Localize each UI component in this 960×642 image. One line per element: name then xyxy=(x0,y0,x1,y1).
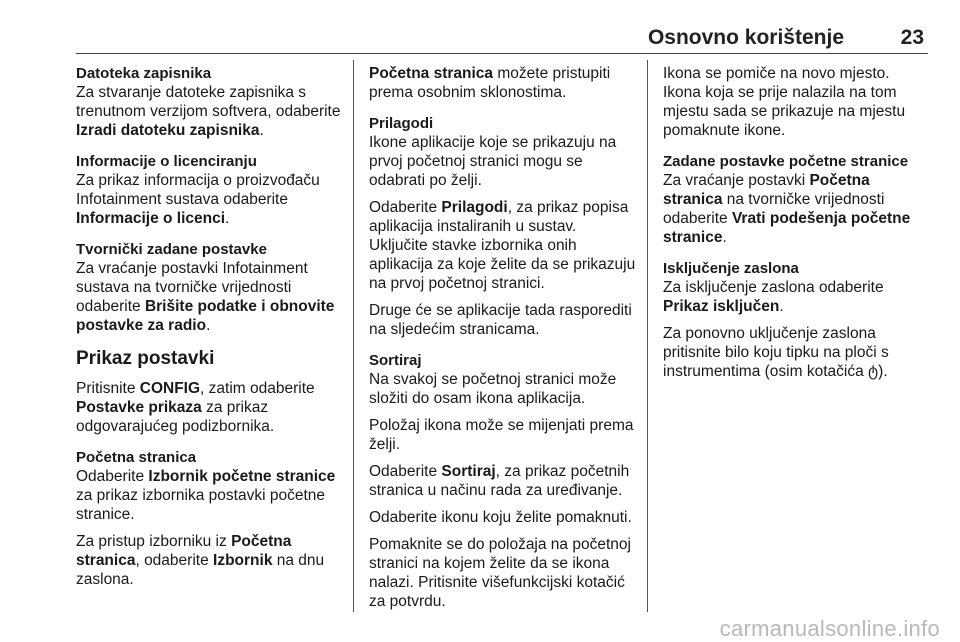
paragraph: Ikone aplikacije koje se prikazuju na prvoj početnoj stranici mogu se odabrati po želji. xyxy=(369,134,617,189)
header-title: Osnovno korištenje xyxy=(647,26,844,49)
subheading: Informacije o licenciranju xyxy=(76,153,257,170)
subheading: Početna stranica xyxy=(76,449,197,466)
section-customize xyxy=(369,114,637,339)
section-icon-moved xyxy=(663,64,931,140)
section-home-page xyxy=(76,448,344,589)
paragraph: Za ponovno uključenje zaslona pritisnite bilo koju tipku na ploči s instrumentima (osim kotačića ტ). xyxy=(663,325,889,380)
subheading: Prilagodi xyxy=(369,115,434,132)
header-rule xyxy=(76,53,928,54)
paragraph: Za vraćanje postavki Infotainment sustava na tvorničke vrijednosti odaberite Brišite podatke i obnovite postavke za radio. xyxy=(76,260,335,334)
subheading: Zadane postavke početne stranice xyxy=(663,153,909,170)
section-display-off xyxy=(663,259,931,381)
column-divider-2 xyxy=(647,60,648,612)
section-factory-defaults xyxy=(76,240,344,335)
page-header xyxy=(76,22,928,54)
column-divider-1 xyxy=(353,60,354,612)
paragraph: Na svakoj se početnoj stranici može složiti do osam ikona aplikacija. xyxy=(369,371,617,407)
paragraph: Odaberite Izbornik početne stranice za prikaz izbornika postavki početne stranice. xyxy=(76,468,336,523)
section-heading: Prikaz postavki xyxy=(76,348,215,369)
paragraph: Za stvaranje datoteke zapisnika s trenutnom verzijom softvera, odaberite Izradi datoteku zapisnika. xyxy=(76,84,341,139)
paragraph: Za isključenje zaslona odaberite Prikaz isključen. xyxy=(663,279,884,315)
section-home-defaults xyxy=(663,152,931,247)
subheading: Datoteka zapisnika xyxy=(76,65,212,82)
subheading: Sortiraj xyxy=(369,352,422,369)
subheading: Tvornički zadane postavke xyxy=(76,241,267,258)
paragraph: Početna stranica možete pristupiti prema osobnim sklonostima. xyxy=(369,65,611,101)
paragraph: Za pristup izborniku iz Početna stranica, odaberite Izbornik na dnu zaslona. xyxy=(76,533,325,588)
section-license-info xyxy=(76,152,344,228)
paragraph: Položaj ikona može se mijenjati prema želji. xyxy=(369,417,634,453)
paragraph: Pritisnite CONFIG, zatim odaberite Postavke prikaza za prikaz odgovarajućeg podizbornika. xyxy=(76,380,315,435)
paragraph: Druge će se aplikacije tada rasporediti na sljedećim stranicama. xyxy=(369,302,632,338)
subheading: Isključenje zaslona xyxy=(663,260,799,277)
page-number: 23 xyxy=(900,26,924,49)
section-display-settings xyxy=(76,379,344,436)
paragraph: Za vraćanje postavki Početna stranica na tvorničke vrijednosti odaberite Vrati podešenja početne stranice. xyxy=(663,172,911,246)
power-knob-icon: ტ xyxy=(868,363,879,380)
paragraph: Odaberite ikonu koju želite pomaknuti. xyxy=(369,509,632,526)
paragraph: Odaberite Prilagodi, za prikaz popisa aplikacija instaliranih u sustav. Uključite stavke izbornika onih aplikacija za koje želite da se prikazuju na prvoj početnoj stranici. xyxy=(369,199,636,292)
column-3 xyxy=(663,64,931,393)
paragraph: Odaberite Sortiraj, za prikaz početnih stranica u načinu rada za uređivanje. xyxy=(369,463,630,499)
column-1 xyxy=(76,64,344,601)
section-sort xyxy=(369,351,637,611)
watermark: carmanualsonline.info xyxy=(719,616,940,641)
section-home-intro xyxy=(369,64,637,102)
paragraph: Ikona se pomiče na novo mjesto. Ikona koja se prije nalazila na tom mjestu sada se prikazuje na mjestu pomaknute ikone. xyxy=(663,65,906,139)
paragraph: Za prikaz informacija o proizvođaču Infotainment sustava odaberite Informacije o licenci. xyxy=(76,172,320,227)
paragraph: Pomaknite se do položaja na početnoj stranici na kojem želite da se ikona nalazi. Pritisnite višefunkcijski kotačić za potvrdu. xyxy=(369,536,631,610)
column-2 xyxy=(369,64,637,623)
section-log-file xyxy=(76,64,344,140)
